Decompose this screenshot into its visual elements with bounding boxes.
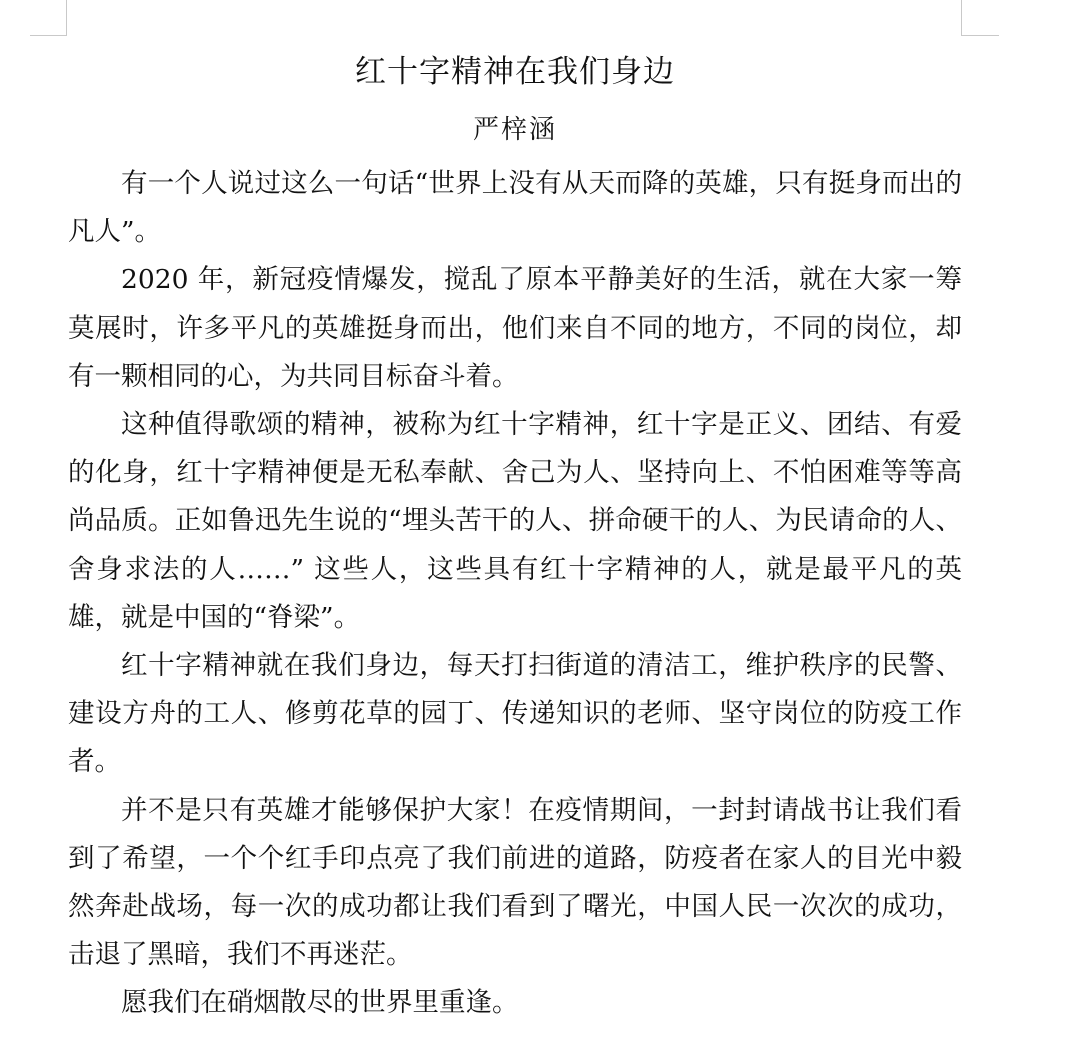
crop-mark-top-left-horizontal [30, 35, 67, 36]
document-page [68, 44, 962, 1028]
crop-mark-top-right-horizontal [961, 35, 999, 36]
author-name: 严梓涵 [472, 115, 557, 145]
crop-mark-top-right-vertical [961, 0, 962, 36]
paragraph-5: 并不是只有英雄才能够保护大家！在疫情期间，一封封请战书让我们看到了希望，一个个红手印点亮了我们前进的道路，防疫者在家人的目光中毅然奔赴战场，每一次的成功都让我们看到了曙光，中国人民一次次的成功，击退了黑暗，我们不再迷茫。 [68, 794, 962, 971]
paragraph-2: 2020 年，新冠疫情爆发，搅乱了原本平静美好的生活，就在大家一筹莫展时，许多平凡的英雄挺身而出，他们来自不同的地方，不同的岗位，却有一颗相同的心，为共同目标奋斗着。 [68, 264, 962, 392]
paragraph-6: 愿我们在硝烟散尽的世界里重逢。 [121, 987, 519, 1019]
document-title: 红十字精神在我们身边 [355, 54, 675, 90]
paragraph-1: 有一个人说过这么一句话“世界上没有从天而降的英雄，只有挺身而出的凡人”。 [68, 168, 962, 248]
crop-mark-top-left-vertical [66, 0, 67, 36]
paragraph-3: 这种值得歌颂的精神，被称为红十字精神，红十字是正义、团结、有爱的化身，红十字精神便是无私奉献、舍己为人、坚持向上、不怕困难等等高尚品质。正如鲁迅先生说的“埋头苦干的人、拼命硬干的人、为民请命的人、舍身求法的人……” 这些人，这些具有红十字精神的人，就是最平凡的英雄，就是中国的“脊梁”。 [68, 409, 962, 633]
paragraph-4: 红十字精神就在我们身边，每天打扫街道的清洁工，维护秩序的民警、建设方舟的工人、修剪花草的园丁、传递知识的老师、坚守岗位的防疫工作者。 [68, 650, 962, 778]
